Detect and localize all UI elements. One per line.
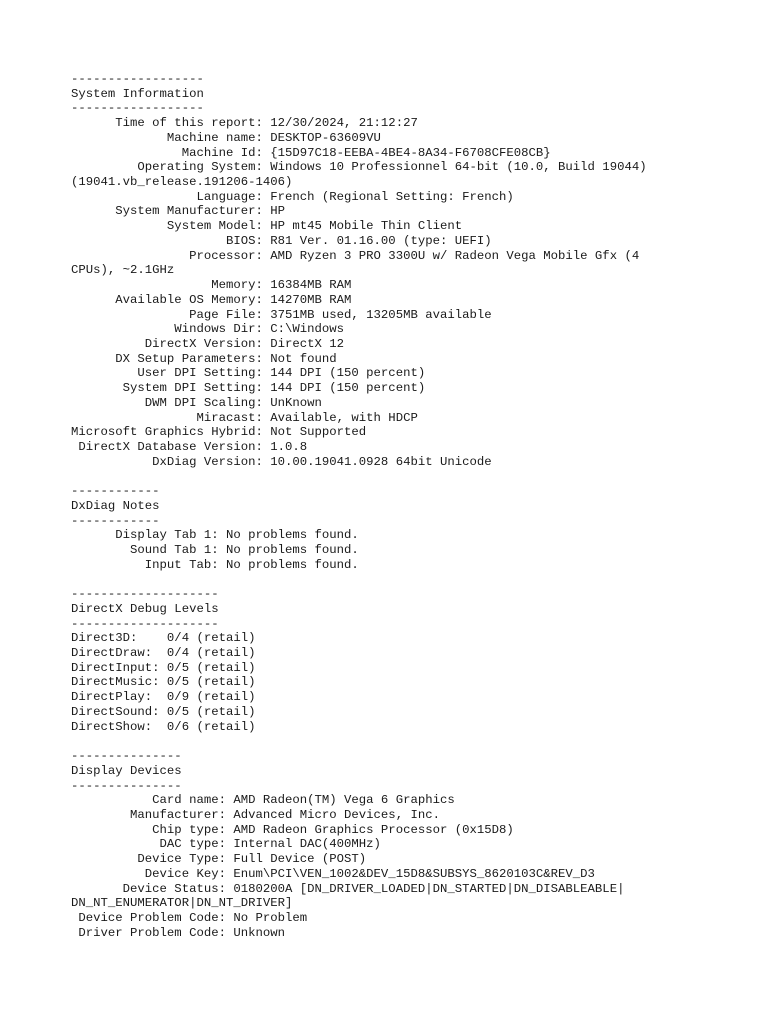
report-line: Device Type: Full Device (POST) (71, 852, 367, 867)
report-line: Available OS Memory: 14270MB RAM (71, 292, 352, 307)
report-line: Page File: 3751MB used, 13205MB available (71, 307, 492, 322)
report-line: Input Tab: No problems found. (71, 557, 359, 572)
section-rule: -------------------- (71, 616, 219, 631)
section-rule: --------------- (71, 749, 182, 764)
report-line: Miracast: Available, with HDCP (71, 410, 418, 425)
blank-line (71, 572, 761, 587)
report-line: System DPI Setting: 144 DPI (150 percent) (71, 381, 426, 396)
report-line: CPUs), ~2.1GHz (71, 263, 175, 278)
report-line: Chip type: AMD Radeon Graphics Processor (0x15D8) (71, 822, 514, 837)
report-line: DirectMusic: 0/5 (retail) (71, 675, 256, 690)
section-title: System Information (71, 86, 204, 101)
report-line: User DPI Setting: 144 DPI (150 percent) (71, 366, 426, 381)
report-line: DirectPlay: 0/9 (retail) (71, 690, 256, 705)
blank-line (71, 469, 761, 484)
report-line: Memory: 16384MB RAM (71, 278, 352, 293)
report-line: Processor: AMD Ryzen 3 PRO 3300U w/ Radeon Vega Mobile Gfx (4 (71, 248, 640, 263)
report-line: Device Status: 0180200A [DN_DRIVER_LOADED|DN_STARTED|DN_DISABLEABLE| (71, 881, 625, 896)
report-line: Driver Problem Code: Unknown (71, 925, 286, 940)
report-line: DWM DPI Scaling: UnKnown (71, 395, 322, 410)
report-line: DirectShow: 0/6 (retail) (71, 719, 256, 734)
report-line: Device Problem Code: No Problem (71, 910, 308, 925)
report-line: DxDiag Version: 10.00.19041.0928 64bit Unicode (71, 454, 492, 469)
report-line: System Model: HP mt45 Mobile Thin Client (71, 219, 463, 234)
section-rule: ------------------ (71, 101, 204, 116)
section-rule: ------------ (71, 513, 160, 528)
blank-line (71, 734, 761, 749)
report-line: Manufacturer: Advanced Micro Devices, Inc. (71, 807, 440, 822)
report-line: Direct3D: 0/4 (retail) (71, 631, 256, 646)
report-line: (19041.vb_release.191206-1406) (71, 175, 293, 190)
dxdiag-report (71, 72, 761, 940)
section-rule: ------------ (71, 484, 160, 499)
section-title: Display Devices (71, 763, 182, 778)
section-title: DirectX Debug Levels (71, 601, 219, 616)
section-display-devices (71, 749, 761, 940)
report-line: System Manufacturer: HP (71, 204, 286, 219)
section-rule: --------------- (71, 778, 182, 793)
report-line: Sound Tab 1: No problems found. (71, 543, 359, 557)
report-line: Operating System: Windows 10 Professionnel 64-bit (10.0, Build 19044) (71, 160, 647, 175)
section-directx-debug-levels (71, 587, 761, 734)
report-line: Machine name: DESKTOP-63609VU (71, 130, 381, 145)
report-line: DirectSound: 0/5 (retail) (71, 704, 256, 719)
report-line: Language: French (Regional Setting: French) (71, 189, 514, 204)
report-line: DirectX Version: DirectX 12 (71, 336, 345, 351)
section-rule: -------------------- (71, 587, 219, 602)
report-line: Card name: AMD Radeon(TM) Vega 6 Graphics (71, 793, 455, 808)
report-line: DirectDraw: 0/4 (retail) (71, 646, 256, 661)
report-line: Microsoft Graphics Hybrid: Not Supported (71, 425, 367, 440)
section-title: DxDiag Notes (71, 498, 160, 513)
report-line: Display Tab 1: No problems found. (71, 528, 359, 543)
report-line: Device Key: Enum\PCI\VEN_1002&DEV_15D8&SUBSYS_8620103C&REV_D3 (71, 866, 595, 881)
section-dxdiag-notes (71, 484, 761, 572)
section-rule: ------------------ (71, 72, 204, 86)
report-line: Time of this report: 12/30/2024, 21:12:27 (71, 116, 418, 131)
report-line: BIOS: R81 Ver. 01.16.00 (type: UEFI) (71, 233, 492, 248)
report-line: DN_NT_ENUMERATOR|DN_NT_DRIVER] (71, 896, 293, 911)
report-line: Machine Id: {15D97C18-EEBA-4BE4-8A34-F6708CFE08CB} (71, 145, 551, 160)
report-line: DX Setup Parameters: Not found (71, 351, 337, 366)
report-line: DAC type: Internal DAC(400MHz) (71, 837, 381, 852)
section-system-information (71, 72, 761, 469)
report-line: DirectX Database Version: 1.0.8 (71, 439, 308, 454)
report-line: Windows Dir: C:\Windows (71, 322, 345, 337)
report-line: DirectInput: 0/5 (retail) (71, 660, 256, 675)
